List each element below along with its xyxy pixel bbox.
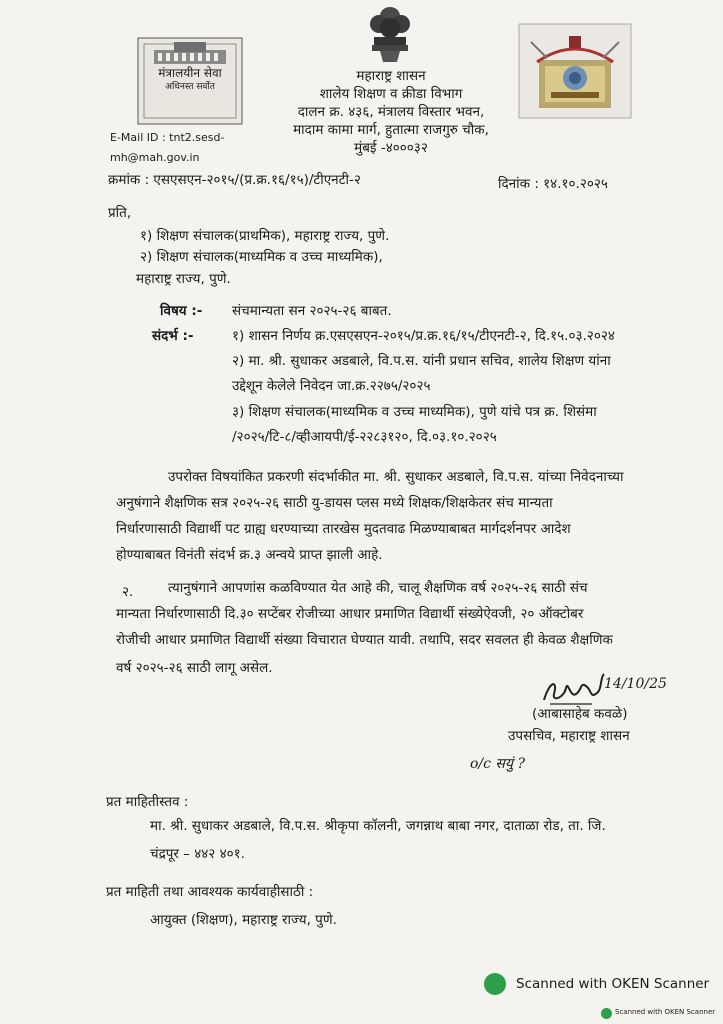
copy-info-line1: मा. श्री. सुधाकर अडबाले, वि.प.स. श्रीकृपा कॉलनी, जगन्नाथ बाबा नगर, दाताळा रोड, ता. जि.: [150, 818, 606, 834]
para2-line1: त्यानुषंगाने आपणांस कळविण्यात येत आहे की, चालू शैक्षणिक वर्ष २०२५-२६ साठी संच: [168, 580, 588, 596]
copy-action-line1: आयुक्त (शिक्षण), महाराष्ट्र राज्य, पुणे.: [150, 912, 337, 928]
copy-info-line2: चंद्रपूर – ४४२ ४०१.: [150, 846, 245, 862]
signature-date: 14/10/25: [604, 676, 667, 692]
para2-number: २.: [122, 584, 134, 600]
scanner-logo-icon: [484, 973, 506, 995]
office-line-5: मुंबई -४०००३२: [354, 140, 428, 156]
scanner-label-small: Scanned with OKEN Scanner: [615, 1008, 716, 1016]
para1-line3: निर्धारणासाठी विद्यार्थी पट ग्राह्य धरण्याच्या तारखेस मुदतवाढ मिळण्याबाबत मार्गदर्शनपर आदेश: [116, 521, 571, 537]
reference-3: ३) शिक्षण संचालक(माध्यमिक व उच्च माध्यमिक), पुणे यांचे पत्र क्र. शिसंमा: [232, 404, 597, 420]
reference-label: संदर्भ :-: [152, 328, 194, 344]
email-label: E-Mail ID : tnt2.sesd-: [110, 131, 225, 144]
office-line-2: शालेय शिक्षण व क्रीडा विभाग: [319, 86, 463, 102]
reference-2-cont: उद्देशून केलेले निवेदन जा.क्र.२२७५/२०२५: [232, 378, 431, 394]
copy-action-label: प्रत माहिती तथा आवश्यक कार्यवाहीसाठी :: [106, 884, 314, 900]
left-logo-text: मंत्रालयीन सेवा: [158, 66, 222, 80]
subject-label: विषय :-: [160, 303, 203, 319]
scanner-logo-small-icon: [601, 1008, 612, 1019]
para1-line4: होण्याबाबत विनंती संदर्भ क्र.३ अन्वये प्राप्त झाली आहे.: [116, 547, 383, 563]
office-line-4: मादाम कामा मार्ग, हुतात्मा राजगुरु चौक,: [293, 122, 489, 138]
office-line-1: महाराष्ट्र शासन: [356, 68, 426, 84]
copy-info-label: प्रत माहितीस्तव :: [106, 794, 189, 810]
reference-1: १) शासन निर्णय क्र.एसएसएन-२०१५/प्र.क्र.१६/१५/टीएनटी-२, दि.१५.०३.२०२४: [232, 328, 615, 344]
para2-line3: रोजीची आधार प्रमाणित विद्यार्थी संख्या विचारात घेण्यात यावी. तथापि, सदर सवलत ही केवळ शैक्षणिक: [116, 632, 613, 648]
handwritten-note: o/c सयुं ?: [470, 756, 525, 772]
office-line-3: दालन क्र. ४३६, मंत्रालय विस्तार भवन,: [297, 104, 485, 120]
reference-3-cont: /२०२५/टि-८/व्हीआयपी/ई-२२८३१२०, दि.०३.१०.२०२५: [232, 429, 497, 445]
department-logo: [517, 22, 633, 120]
prati: प्रति,: [108, 205, 132, 221]
para1-line1: उपरोक्त विषयांकित प्रकरणी संदर्भाकीत मा. श्री. सुधाकर अडबाले, वि.प.स. यांच्या निवेदनाच्या: [168, 469, 624, 485]
recipient-2: २) शिक्षण संचालक(माध्यमिक व उच्च माध्यमिक),: [140, 249, 383, 265]
left-logo-subtext: अधिनस्त सर्वोत: [165, 82, 215, 92]
scanner-label: Scanned with OKEN Scanner: [516, 976, 710, 992]
para2-line4: वर्ष २०२५-२६ साठी लागू असेल.: [116, 660, 273, 676]
kramank: क्रमांक : एसएसएन-२०१५/(प्र.क्र.१६/१५)/टीएनटी-२: [108, 172, 361, 188]
dinank: दिनांक : १४.१०.२०२५: [498, 176, 608, 192]
signatory-designation: उपसचिव, महाराष्ट्र शासन: [508, 728, 630, 744]
subject-text: संचमान्यता सन २०२५-२६ बाबत.: [232, 303, 392, 319]
email-domain: mh@mah.gov.in: [110, 151, 200, 164]
reference-2: २) मा. श्री. सुधाकर अडबाले, वि.प.स. यांनी प्रधान सचिव, शालेय शिक्षण यांना: [232, 353, 611, 369]
recipient-1: १) शिक्षण संचालक(प्राथमिक), महाराष्ट्र राज्य, पुणे.: [140, 228, 390, 244]
recipient-2-cont: महाराष्ट्र राज्य, पुणे.: [136, 271, 231, 287]
state-emblem-icon: [364, 4, 416, 64]
signatory-name: (आबासाहेब कवळे): [532, 706, 628, 722]
para2-line2: मान्यता निर्धारणासाठी दि.३० सप्टेंबर रोजीच्या आधार प्रमाणित विद्यार्थी संख्येऐवजी, २० ऑक्टोबर: [116, 606, 584, 622]
para1-line2: अनुषंगाने शैक्षणिक सत्र २०२५-२६ साठी यु-डायस प्लस मध्ये शिक्षक/शिक्षकेतर संच मान्यता: [116, 495, 553, 511]
